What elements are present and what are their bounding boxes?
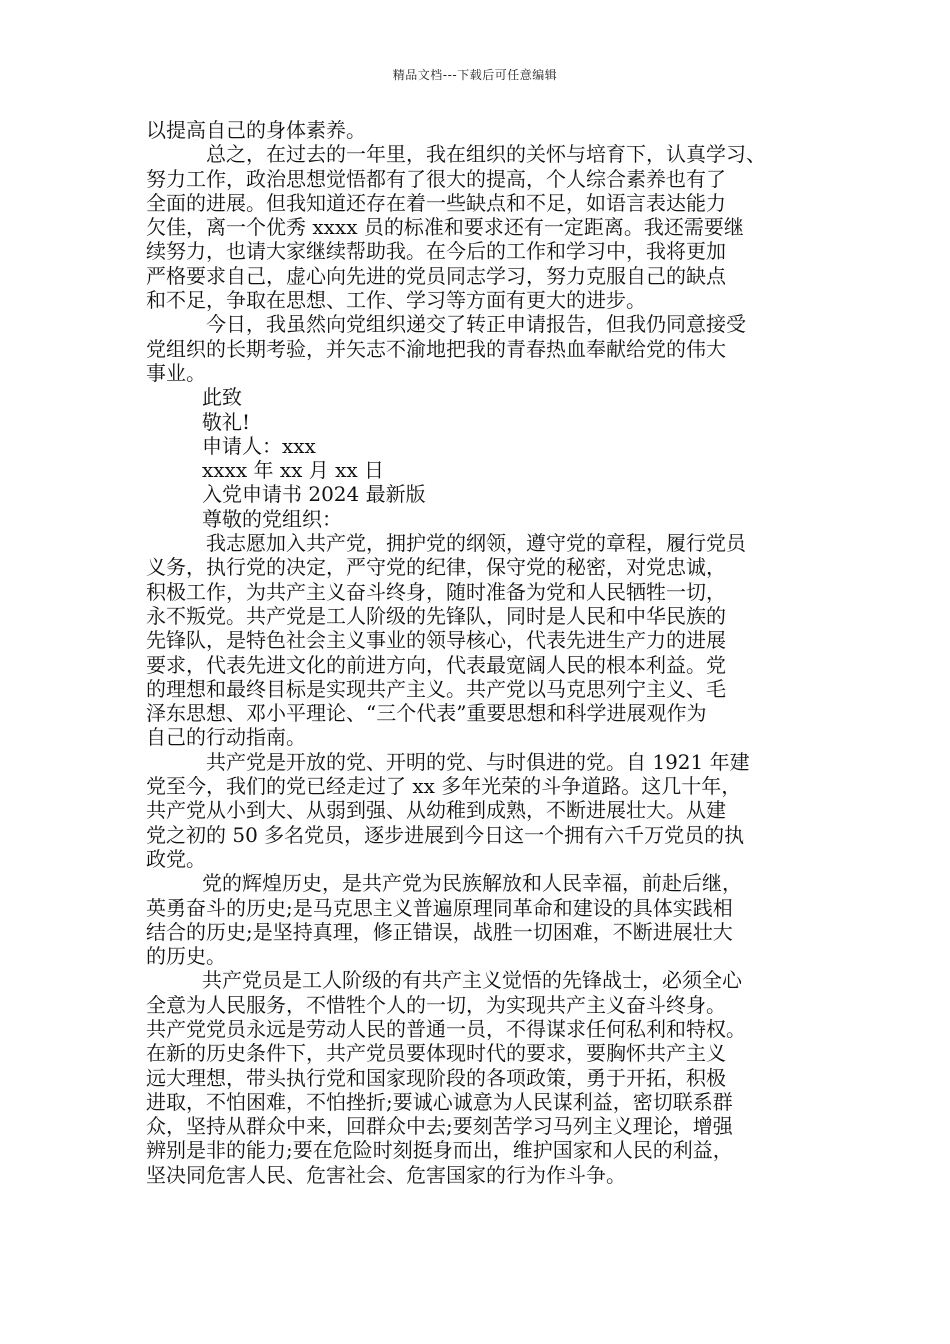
- page-header: 精品文档---下载后可任意编辑: [392, 68, 558, 82]
- text-line: 事业。: [146, 360, 206, 385]
- text-line: 续努力，也请大家继续帮助我。在今后的工作和学习中，我将更加: [146, 239, 726, 264]
- text-line: 结合的历史;是坚持真理，修正错误，战胜一切困难，不断进展壮大: [146, 919, 733, 944]
- text-line: 永不叛党。共产党是工人阶级的先锋队，同时是人民和中华民族的: [146, 603, 726, 628]
- text-line: 全面的进展。但我知道还存在着一些缺点和不足，如语言表达能力: [146, 190, 726, 215]
- text-line: 先锋队，是特色社会主义事业的领导核心，代表先进生产力的进展: [146, 628, 726, 653]
- text-line: 政党。: [146, 846, 206, 871]
- text-line: 坚决同危害人民、危害社会、危害国家的行为作斗争。: [146, 1162, 626, 1187]
- text-line: 众，坚持从群众中来，回群众中去;要刻苦学习马列主义理论，增强: [146, 1114, 733, 1139]
- text-line: 今日，我虽然向党组织递交了转正申请报告，但我仍同意接受: [206, 312, 746, 337]
- text-line: 辨别是非的能力;要在危险时刻挺身而出，维护国家和人民的利益，: [146, 1138, 733, 1163]
- text-line: 严格要求自己，虚心向先进的党员同志学习，努力克服自己的缺点: [146, 263, 726, 288]
- text-line: 共产党党员永远是劳动人民的普通一员，不得谋求任何私利和特权。: [146, 1016, 746, 1041]
- text-line: 党之初的 50 多名党员，逐步进展到今日这一个拥有六千万党员的执: [146, 822, 745, 847]
- text-line: 在新的历史条件下，共产党员要体现时代的要求，要胸怀共产主义: [146, 1041, 726, 1066]
- text-line: 我志愿加入共产党，拥护党的纲领，遵守党的章程，履行党员: [206, 531, 746, 556]
- text-line: 英勇奋斗的历史;是马克思主义普遍原理同革命和建设的具体实践相: [146, 895, 733, 920]
- text-line: 积极工作，为共产主义奋斗终身，随时准备为党和人民牺牲一切，: [146, 579, 726, 604]
- text-line: 共产党员是工人阶级的有共产主义觉悟的先锋战士，必须全心: [202, 968, 742, 993]
- text-line: 进取，不怕困难，不怕挫折;要诚心诚意为人民谋利益，密切联系群: [146, 1089, 733, 1114]
- text-line: 敬礼!: [202, 409, 251, 434]
- text-line: 泽东思想、邓小平理论、“三个代表”重要思想和科学进展观作为: [146, 701, 707, 726]
- text-line: 尊敬的党组织：: [202, 506, 342, 531]
- text-line: 此致: [202, 385, 242, 410]
- text-line: 全意为人民服务，不惜牲个人的一切，为实现共产主义奋斗终身。: [146, 992, 726, 1017]
- text-line: xxxx 年 xx 月 xx 日: [202, 458, 385, 483]
- text-line: 入党申请书 2024 最新版: [202, 482, 426, 507]
- text-line: 欠佳，离一个优秀 xxxx 员的标准和要求还有一定距离。我还需要继: [146, 215, 744, 240]
- text-line: 共产党是开放的党、开明的党、与时俱进的党。自 1921 年建: [206, 749, 750, 774]
- document-body: [146, 118, 826, 1187]
- text-line: 义务，执行党的决定，严守党的纪律，保守党的秘密，对党忠诚，: [146, 555, 726, 580]
- text-line: 和不足，争取在思想、工作、学习等方面有更大的进步。: [146, 288, 646, 313]
- text-line: 的理想和最终目标是实现共产主义。共产党以马克思列宁主义、毛: [146, 676, 726, 701]
- text-line: 要求，代表先进文化的前进方向，代表最宽阔人民的根本利益。党: [146, 652, 726, 677]
- text-line: 总之，在过去的一年里，我在组织的关怀与培育下，认真学习、: [206, 142, 766, 167]
- text-line: 党的辉煌历史，是共产党为民族解放和人民幸福，前赴后继，: [202, 871, 742, 896]
- text-line: 以提高自己的身体素养。: [146, 118, 366, 142]
- text-line: 努力工作，政治思想觉悟都有了很大的提高，个人综合素养也有了: [146, 166, 726, 191]
- text-line: 申请人：xxx: [202, 433, 316, 458]
- text-line: 党组织的长期考验，并矢志不渝地把我的青春热血奉献给党的伟大: [146, 336, 726, 361]
- text-line: 共产党从小到大、从弱到强、从幼稚到成熟，不断进展壮大。从建: [146, 798, 726, 823]
- text-line: 党至今，我们的党已经走过了 xx 多年光荣的斗争道路。这几十年，: [146, 774, 742, 799]
- text-line: 自己的行动指南。: [146, 725, 306, 750]
- text-line: 远大理想，带头执行党和国家现阶段的各项政策，勇于开拓，积极: [146, 1065, 726, 1090]
- text-line: 的历史。: [146, 944, 226, 969]
